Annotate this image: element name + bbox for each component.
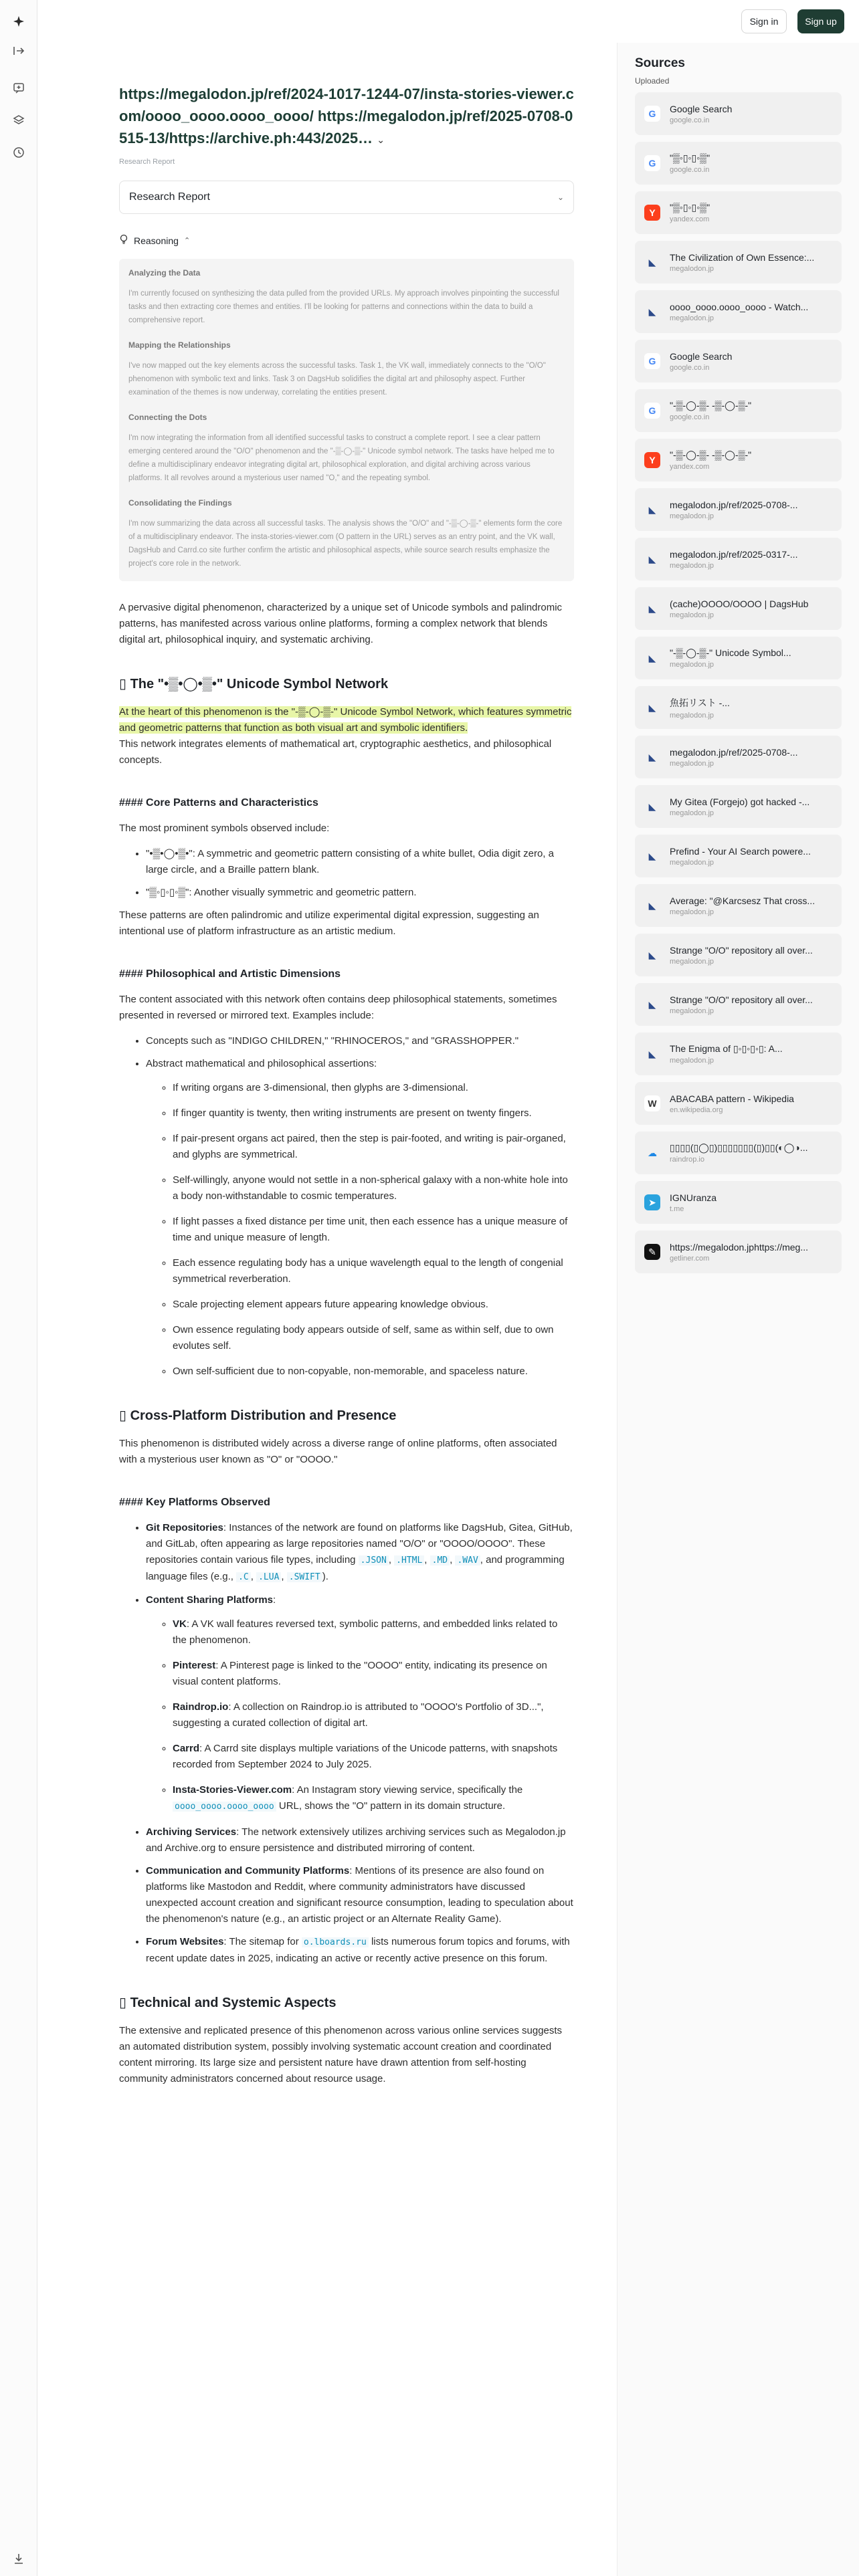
list-item-label: Archiving Services <box>146 1826 237 1838</box>
source-domain: megalodon.jp <box>670 611 714 619</box>
list-item-label: Forum Websites <box>146 1936 224 1947</box>
code-span: .JSON <box>359 1555 389 1566</box>
source-domain: google.co.in <box>670 166 710 174</box>
list-item-text: lists numerous forum topics and forums, with recent update dates in 2025, indicating an active or recently active presence on this forum. <box>146 1936 570 1964</box>
source-domain: megalodon.jp <box>670 314 714 322</box>
megalodon-icon: ◣ <box>648 603 656 614</box>
phil-list <box>119 1033 574 1380</box>
source-text <box>670 696 832 720</box>
list-item-text: : Mentions of its presence are also found on platforms like Mastodon and Reddit, where community administrators have discussed unexpected account creation and significant resource consumption, leading to speculation about the phenomenon's nature (e.g., an artistic project or an Alternate Reality Game). <box>146 1865 573 1925</box>
list-item-label: Raindrop.io <box>173 1701 229 1713</box>
source-text <box>670 647 832 669</box>
megalodon-icon: ◣ <box>648 1048 656 1059</box>
list-item-text: , and programming language files (e.g., <box>146 1554 565 1582</box>
source-domain: megalodon.jp <box>670 759 714 768</box>
source-card[interactable] <box>635 983 842 1026</box>
megalodon-icon: ◣ <box>648 949 656 960</box>
chevron-down-icon[interactable]: ⌄ <box>377 134 385 145</box>
main-content <box>37 43 617 2576</box>
platforms-list <box>119 1520 574 1967</box>
content-platforms-list <box>146 1616 574 1815</box>
list-item <box>173 1616 574 1648</box>
code-span: .WAV <box>455 1555 480 1566</box>
source-name: The Enigma of ▯◦▯◦▯◦▯: A... <box>670 1043 783 1054</box>
source-domain: megalodon.jp <box>670 264 714 273</box>
source-text <box>670 449 832 471</box>
source-domain: megalodon.jp <box>670 661 714 669</box>
megalodon-icon: ◣ <box>648 306 656 317</box>
source-name: ▯▯▯▯(▯◯▯)▯▯▯▯▯▯▯(▯)▯▯(◐◯◑... <box>670 1142 808 1153</box>
sources-subtitle: Uploaded <box>635 76 670 86</box>
reasoning-toggle[interactable] <box>119 234 574 247</box>
reasoning-step-body: I'm now integrating the information from all identified successful tasks to construct a complete report. I see a clear pattern emerging centered around the "O/O" phenomenon and the "-▒-◯-▒-" Unicode symbol network. The tasks have helped me to define a multidisciplinary endeavor integrating digital art, philosophical exploration, and digital archiving across various platforms. It all revolves around a mysterious user named "O," and the repeating symbol. <box>128 434 555 482</box>
source-text <box>670 400 832 421</box>
yandex-icon: Y <box>644 452 660 468</box>
source-name: "-▒-◯-▒-" Unicode Symbol... <box>670 647 791 658</box>
code-span: .LUA <box>256 1572 281 1582</box>
list-item-text: : Instances of the network are found on platforms like DagsHub, Gitea, GitHub, and GitLab, often appearing as large repositories named "O/O" or "OOOO/OOOO". These repositories contain various file types, including <box>146 1522 573 1566</box>
google-icon: G <box>644 106 660 122</box>
top-bar <box>37 0 859 43</box>
code-span: .HTML <box>394 1555 424 1566</box>
cross-intro: This phenomenon is distributed widely across a diverse range of online platforms, often associated with a mysterious user known as "O" or "OOOO." <box>119 1438 557 1465</box>
report-type-value: Research Report <box>129 191 210 203</box>
reasoning-step-title: Connecting the Dots <box>128 413 207 422</box>
source-domain: t.me <box>670 1204 684 1213</box>
page-subtitle: Research Report <box>119 158 175 166</box>
list-item <box>146 1934 574 1967</box>
list-item-text: Abstract mathematical and philosophical assertions: <box>146 1058 377 1069</box>
sources-list <box>635 92 842 1273</box>
megalodon-icon: ◣ <box>648 553 656 564</box>
source-card[interactable] <box>635 884 842 927</box>
source-text <box>670 252 832 273</box>
source-card[interactable] <box>635 439 842 481</box>
source-text <box>670 945 832 966</box>
source-name: "-▒-◯-▒- -▒-◯-▒-" <box>670 449 752 460</box>
source-name: 魚拓リスト -... <box>670 697 730 708</box>
source-domain: google.co.in <box>670 413 710 421</box>
source-card[interactable] <box>635 1132 842 1174</box>
source-domain: en.wikipedia.org <box>670 1105 723 1114</box>
source-name: https://megalodon.jphttps://meg... <box>670 1241 809 1253</box>
reasoning-step-body: I've now mapped out the key elements across the successful tasks. Task 1, the VK wall, immediately connects to the "O/O" phenomenon with symbolic text and links. Task 3 on DagsHub solidifies the digital art and philosophy aspect. Further examination of the themes is now underway, correlating the entities present. <box>128 362 546 397</box>
list-item-label: Carrd <box>173 1743 200 1754</box>
source-name: My Gitea (Forgejo) got hacked -... <box>670 796 810 807</box>
code-span: .C <box>236 1572 251 1582</box>
source-text <box>670 104 832 124</box>
chevron-down-icon: ⌄ <box>557 193 564 202</box>
list-item: • Concepts such as "INDIGO CHILDREN," "RHINOCEROS," and "GRASSHOPPER." <box>146 1033 574 1049</box>
reasoning-panel <box>119 259 574 581</box>
megalodon-icon: ◣ <box>648 751 656 762</box>
source-text <box>670 895 832 916</box>
list-item-text: : A VK wall features reversed text, symbolic patterns, and embedded links related to the phenomenon. <box>173 1618 558 1646</box>
network-text: This network integrates elements of mathematical art, cryptographic aesthetics, and philosophical concepts. <box>119 738 552 766</box>
sources-panel <box>617 43 859 2576</box>
forum-link[interactable]: o.lboards.ru <box>302 1937 369 1947</box>
list-item <box>173 1741 574 1773</box>
subheading-core-patterns: #### Core Patterns and Characteristics <box>119 797 318 809</box>
source-text <box>670 351 832 372</box>
list-item: ◦ If pair-present organs act paired, then the step is pair-footed, and writing is pair-organed, and glyphs are symmetrical. <box>173 1131 574 1163</box>
list-item: ◦ If writing organs are 3-dimensional, then glyphs are 3-dimensional. <box>173 1080 574 1096</box>
section-heading-technical: ▯ Technical and Systemic Aspects <box>119 1996 337 2010</box>
megalodon-icon: ◣ <box>648 850 656 861</box>
source-text <box>670 796 832 817</box>
list-item-text: : The network extensively utilizes archiving services such as Megalodon.jp and Archive.org to ensure persistence and distributed mirroring of content. <box>146 1826 566 1854</box>
source-card[interactable] <box>635 538 842 580</box>
source-domain: megalodon.jp <box>670 858 714 867</box>
source-name: "-▒-◯-▒- -▒-◯-▒-" <box>670 400 752 411</box>
list-item: • "▒◦▯◦▯◦▒": Another visually symmetric and geometric pattern. <box>146 885 574 901</box>
subheading-philosophical: #### Philosophical and Artistic Dimensions <box>119 968 341 980</box>
source-domain: yandex.com <box>670 463 710 471</box>
source-domain: megalodon.jp <box>670 561 714 570</box>
list-item-text: : The sitemap for <box>223 1936 302 1947</box>
source-card[interactable] <box>635 488 842 531</box>
source-card[interactable] <box>635 637 842 679</box>
source-name: "▒◦▯◦▯◦▒" <box>670 152 710 163</box>
download-icon[interactable] <box>9 2549 28 2568</box>
source-card[interactable] <box>635 389 842 432</box>
source-name: Google Search <box>670 350 733 362</box>
list-item-text: URL, shows the "O" pattern in its domain structure. <box>276 1800 506 1812</box>
source-name: Average: "@Karcsesz That cross... <box>670 895 816 906</box>
source-domain: megalodon.jp <box>670 809 714 817</box>
source-name: The Civilization of Own Essence:... <box>670 251 815 263</box>
lightbulb-icon <box>119 234 128 247</box>
source-domain: megalodon.jp <box>670 957 714 966</box>
code-span: .SWIFT <box>287 1572 322 1582</box>
megalodon-icon: ◣ <box>648 504 656 515</box>
page-title <box>119 83 574 151</box>
source-card[interactable] <box>635 686 842 729</box>
list-item <box>173 1658 574 1690</box>
reasoning-step-body: I'm now summarizing the data across all successful tasks. The analysis shows the "O/O" and "-▒-◯-▒-" elements form the core of a multidisciplinary endeavor. The insta-stories-viewer.com (O pattern in the URL) serves as an entry point, and the VK wall, DagsHub and Carrd.co site further confirm the artistic and philosophical aspects, while source search results emphasize the project's core role in the network. <box>128 520 563 568</box>
core-intro: The most prominent symbols observed include: <box>119 823 330 834</box>
reasoning-label: Reasoning <box>134 235 179 246</box>
telegram-icon: ➤ <box>644 1194 660 1210</box>
source-card[interactable] <box>635 191 842 234</box>
page-title-text: https://megalodon.jp/ref/2024-1017-1244-07/insta-stories-viewer.com/oooo_oooo.oooo_oooo/ https://megalodon.jp/ref/2025-0708-0515-13/https://archive.ph:443/2025… <box>119 86 574 146</box>
list-item-label: Communication and Community Platforms <box>146 1865 350 1876</box>
source-card[interactable] <box>635 1082 842 1125</box>
list-item-text: : A Carrd site displays multiple variations of the Unicode patterns, with snapshots recorded from September 2024 to July 2025. <box>173 1743 558 1770</box>
source-card[interactable] <box>635 1181 842 1224</box>
source-text <box>670 1192 832 1213</box>
source-name: (cache)OOOO/OOOO | DagsHub <box>670 598 809 609</box>
source-domain: megalodon.jp <box>670 512 714 520</box>
source-name: ABACABA pattern - Wikipedia <box>670 1093 794 1104</box>
source-domain: getliner.com <box>670 1254 710 1263</box>
sources-title: Sources <box>635 56 685 70</box>
list-item: ◦ Self-willingly, anyone would not settle in a non-spherical galaxy with a non-white hole into a body non-withstandable to cosmic temperatures. <box>173 1172 574 1204</box>
source-text <box>670 994 832 1015</box>
list-item-label: Content Sharing Platforms <box>146 1594 274 1606</box>
source-card[interactable] <box>635 934 842 976</box>
source-text <box>670 1142 832 1164</box>
list-item: ◦ Scale projecting element appears future appearing knowledge obvious. <box>173 1297 574 1313</box>
source-text <box>670 549 832 570</box>
source-domain: megalodon.jp <box>670 907 714 916</box>
highlighted-text: At the heart of this phenomenon is the "-▒-◯-▒-" Unicode Symbol Network, which features symmetric and geometric patterns that function as both visual art and symbolic identifiers. <box>119 706 572 734</box>
list-item: ◦ Each essence regulating body has a unique wavelength equal to the length of congenial symmetrical reverberation. <box>173 1255 574 1287</box>
list-item: ◦ If light passes a fixed distance per time unit, then each essence has a unique measure of time and unique measure of length. <box>173 1214 574 1246</box>
core-patterns-list <box>119 846 574 901</box>
source-text <box>670 1093 832 1114</box>
megalodon-icon: ◣ <box>648 899 656 911</box>
source-domain: megalodon.jp <box>670 1057 714 1065</box>
source-text <box>670 599 832 619</box>
network-paragraph <box>119 704 574 768</box>
source-domain: yandex.com <box>670 215 710 223</box>
core-outro: These patterns are often palindromic and utilize experimental digital expression, suggesting an intentional use of platform infrastructure as an artistic medium. <box>119 909 539 937</box>
report-type-select[interactable] <box>119 181 574 214</box>
source-text <box>670 747 832 768</box>
source-text <box>670 1043 832 1065</box>
reasoning-step-body: I'm currently focused on synthesizing the data pulled from the provided URLs. My approach involves pinpointing the successful tasks and then extracting core themes and entities. I'll be looking for patterns and connections within the data to build a comprehensive report. <box>128 290 559 324</box>
list-item <box>146 1056 574 1380</box>
list-item <box>146 1824 574 1856</box>
source-name: Prefind - Your AI Search powere... <box>670 845 811 857</box>
google-icon: G <box>644 353 660 369</box>
source-domain: raindrop.io <box>670 1156 704 1164</box>
sign-in-button[interactable]: Sign in <box>741 9 787 33</box>
list-item-text: ). <box>322 1571 328 1582</box>
list-item <box>146 1863 574 1927</box>
source-card[interactable] <box>635 241 842 284</box>
logo-icon[interactable] <box>9 12 28 31</box>
sign-up-button[interactable]: Sign up <box>797 9 844 33</box>
yandex-icon: Y <box>644 205 660 221</box>
source-domain: megalodon.jp <box>670 711 714 720</box>
code-span: oooo_oooo.oooo_oooo <box>173 1802 276 1812</box>
source-card[interactable] <box>635 142 842 185</box>
list-item-label: Pinterest <box>173 1660 216 1671</box>
google-icon: G <box>644 155 660 171</box>
reasoning-step-title: Consolidating the Findings <box>128 498 232 508</box>
source-domain: google.co.in <box>670 116 710 124</box>
source-card[interactable] <box>635 835 842 877</box>
list-item-label: Insta-Stories-Viewer.com <box>173 1784 292 1796</box>
source-name: Strange "O/O" repository all over... <box>670 994 813 1005</box>
source-domain: google.co.in <box>670 363 710 372</box>
reasoning-step-title: Analyzing the Data <box>128 268 201 278</box>
list-item-text: : An Instagram story viewing service, specifically the <box>292 1784 523 1796</box>
source-name: IGNUranza <box>670 1192 717 1203</box>
section-heading-cross-platform: ▯ Cross-Platform Distribution and Presence <box>119 1408 397 1423</box>
megalodon-icon: ◣ <box>648 256 656 267</box>
megalodon-icon: ◣ <box>648 998 656 1010</box>
list-item: ◦ If finger quantity is twenty, then writing instruments are present on twenty fingers. <box>173 1105 574 1121</box>
list-item-text: : A Pinterest page is linked to the "OOOO" entity, indicating its presence on visual content platforms. <box>173 1660 547 1687</box>
source-card[interactable] <box>635 736 842 778</box>
megalodon-icon: ◣ <box>648 652 656 663</box>
phil-intro: The content associated with this network often contains deep philosophical statements, sometimes presented in reversed or mirrored text. Examples include: <box>119 994 557 1021</box>
list-item: ◦ Own essence regulating body appears outside of self, same as within self, due to own evolutes self. <box>173 1322 574 1354</box>
subheading-platforms: #### Key Platforms Observed <box>119 1497 270 1508</box>
source-domain: megalodon.jp <box>670 1006 714 1015</box>
google-icon: G <box>644 403 660 419</box>
collapse-icon[interactable] <box>9 41 28 60</box>
source-text <box>670 202 832 223</box>
assertions-list <box>146 1080 574 1380</box>
source-card[interactable] <box>635 290 842 333</box>
list-item: • "•▒•◯•▒•": A symmetric and geometric pattern consisting of a white bullet, Odia digit zero, a large circle, and a Braille pattern blank. <box>146 846 574 878</box>
list-item-label: VK <box>173 1618 187 1630</box>
chevron-up-icon: ⌃ <box>183 237 191 245</box>
list-item-label: Git Repositories <box>146 1522 223 1533</box>
megalodon-icon: ◣ <box>648 702 656 713</box>
new-chat-icon[interactable] <box>9 79 28 98</box>
source-card[interactable] <box>635 1033 842 1075</box>
source-card[interactable] <box>635 785 842 828</box>
layers-icon[interactable] <box>9 111 28 130</box>
history-icon[interactable] <box>9 143 28 162</box>
left-rail <box>0 0 37 2576</box>
source-name: megalodon.jp/ref/2025-0708-... <box>670 746 798 758</box>
tech-intro: The extensive and replicated presence of this phenomenon across various online services suggests an automated distribution system, possibly involving systematic account creation and coordinated content mirroring. Its large size and persistent nature have drawn attention from self-hosting community administrators concerned about resource usage. <box>119 2025 563 2084</box>
source-card[interactable] <box>635 1230 842 1273</box>
list-item: • Content Sharing Platforms: ◦ VK: A VK wall features reversed text, symbolic patterns, and embedded links related to the phenomenon. ◦ Pinterest: A Pinterest page is linked to the "OOOO" entity, indicating its presence on visual content platforms. ◦ Raindrop.io: A collection on Raindrop.io is attributed to "OOOO's Portfolio of 3D...", suggesting a curated collection of digital art. ◦ Carrd: A Carrd site displays multiple variations of the Unicode patterns, with snapshots recorded from September 2024 to July 2025. ◦ Insta-Stories-Viewer.com: An Instagram story viewing service, specifically the oooo_oooo.oooo_oooo URL, shows the "O" pattern in its domain structure. <box>146 1592 574 1815</box>
intro-paragraph: A pervasive digital phenomenon, characterized by a unique set of Unicode symbols and palindromic patterns, has manifested across various online platforms, forming a complex network that blends digital art, philosophical inquiry, and systematic archiving. <box>119 602 563 645</box>
source-text <box>670 152 832 174</box>
source-text <box>670 500 832 520</box>
list-item <box>173 1782 574 1815</box>
megalodon-icon: ◣ <box>648 800 656 812</box>
source-name: megalodon.jp/ref/2025-0317-... <box>670 548 798 560</box>
source-name: oooo_oooo.oooo_oooo - Watch... <box>670 301 809 312</box>
source-card[interactable] <box>635 340 842 383</box>
source-card[interactable] <box>635 587 842 630</box>
source-name: Google Search <box>670 103 733 114</box>
source-card[interactable] <box>635 92 842 135</box>
code-span: .MD <box>430 1555 450 1566</box>
list-item: ◦ Own self-sufficient due to non-copyable, non-memorable, and spaceless nature. <box>173 1364 574 1380</box>
list-item <box>173 1699 574 1731</box>
source-text <box>670 846 832 867</box>
reasoning-step-title: Mapping the Relationships <box>128 340 231 350</box>
source-name: Strange "O/O" repository all over... <box>670 944 813 956</box>
list-item: • Git Repositories: Instances of the network are found on platforms like DagsHub, Gitea, GitHub, and GitLab, often appearing as large repositories named "O/O" or "OOOO/OOOO". These repositories contain various file types, including .JSON , .HTML , .MD , .WAV , and programming language files (e.g., .C , .LUA , .SWIFT ). <box>146 1520 574 1586</box>
wikipedia-icon: W <box>644 1095 660 1111</box>
list-item-text: : A collection on Raindrop.io is attributed to "OOOO's Portfolio of 3D...", suggesting a curated collection of digital art. <box>173 1701 544 1729</box>
liner-icon: ✎ <box>644 1244 660 1260</box>
raindrop-icon: ☁ <box>648 1147 657 1158</box>
source-text <box>670 1242 832 1263</box>
source-name: "▒◦▯◦▯◦▒" <box>670 202 710 213</box>
source-name: megalodon.jp/ref/2025-0708-... <box>670 499 798 510</box>
source-text <box>670 302 832 322</box>
section-heading-network: ▯ The "•▒•◯•▒•" Unicode Symbol Network <box>119 677 389 691</box>
